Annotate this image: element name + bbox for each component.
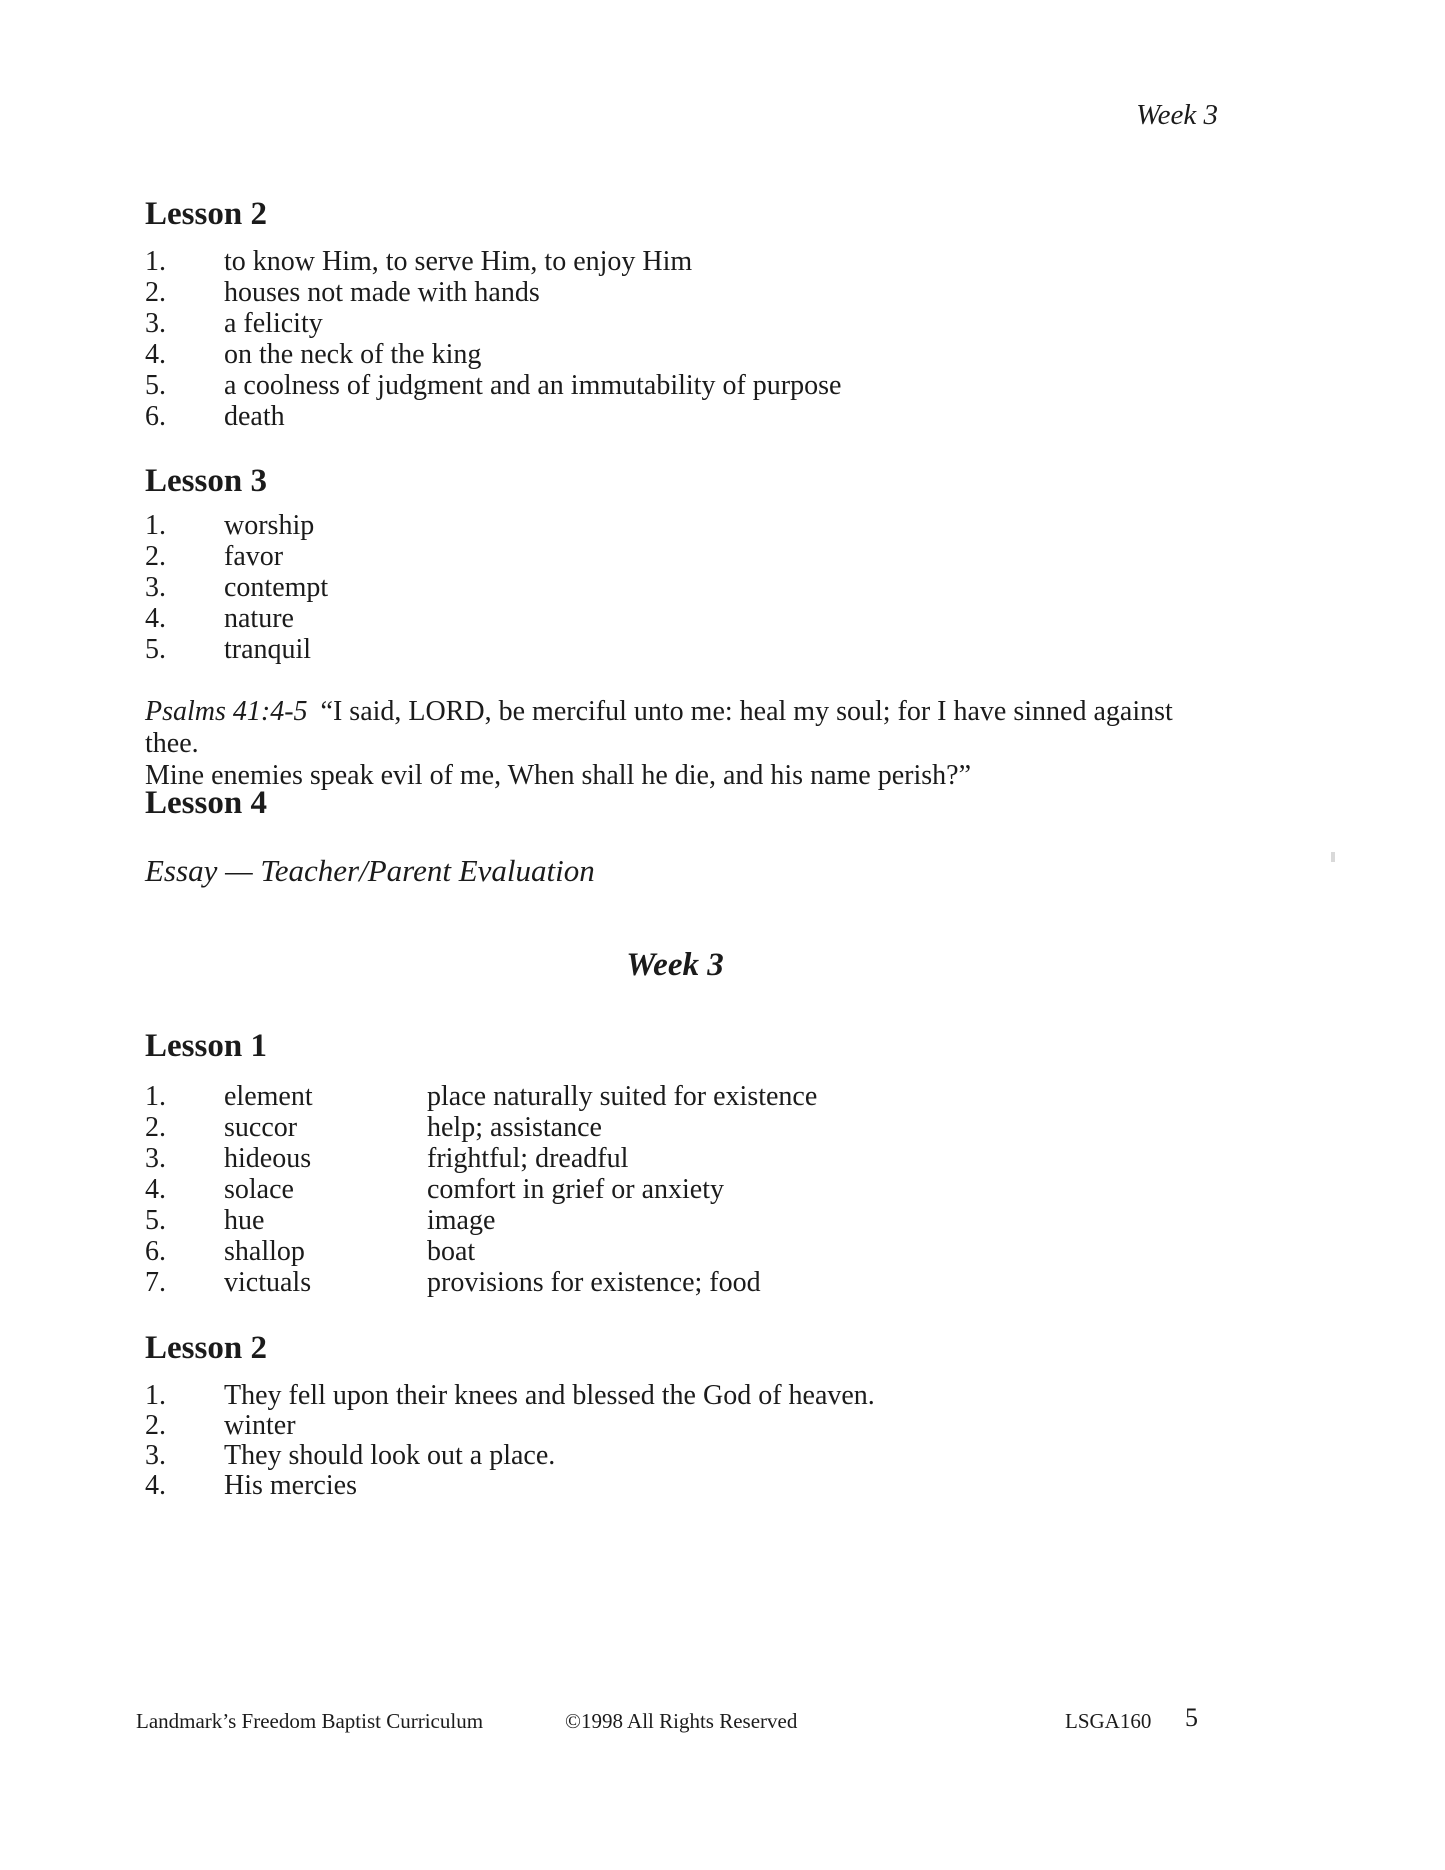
page-header-week-label: Week 3	[1136, 99, 1218, 131]
footer-product-code: LSGA160	[1065, 1709, 1152, 1733]
list-item	[145, 1441, 875, 1471]
item-number: 2.	[145, 277, 166, 308]
footer-publisher: Landmark’s Freedom Baptist Curriculum	[136, 1709, 484, 1733]
item-number: 3.	[145, 572, 166, 603]
list-item	[145, 572, 328, 603]
item-number: 4.	[145, 1470, 166, 1501]
list-item	[145, 246, 841, 277]
vocab-word: element	[224, 1081, 313, 1112]
item-number: 4.	[145, 1174, 166, 1205]
item-number: 2.	[145, 1410, 166, 1441]
essay-evaluation-note: Essay — Teacher/Parent Evaluation	[145, 853, 595, 888]
list-item	[145, 1471, 875, 1501]
lesson-2-week3-heading: Lesson 2	[145, 1330, 267, 1366]
list-item	[145, 541, 328, 572]
item-number: 2.	[145, 1112, 166, 1143]
vocab-definition: help; assistance	[427, 1112, 602, 1143]
lesson-1-vocabulary-list	[145, 1081, 817, 1298]
footer-copyright: ©1998 All Rights Reserved	[565, 1709, 798, 1733]
vocab-row	[145, 1236, 817, 1267]
vocab-row	[145, 1143, 817, 1174]
item-text: They fell upon their knees and blessed the God of heaven.	[224, 1380, 875, 1411]
item-number: 3.	[145, 1440, 166, 1471]
item-text: His mercies	[224, 1470, 357, 1501]
list-item	[145, 1381, 875, 1411]
lesson-4-heading: Lesson 4	[145, 785, 267, 821]
vocab-row	[145, 1174, 817, 1205]
list-item	[145, 603, 328, 634]
scripture-line-1	[145, 696, 1220, 760]
item-text: tranquil	[224, 634, 312, 665]
item-text: to know Him, to serve Him, to enjoy Him	[224, 246, 693, 277]
vocab-word: succor	[224, 1112, 298, 1143]
item-number: 5.	[145, 1205, 166, 1236]
item-number: 1.	[145, 510, 166, 541]
lesson-1-heading: Lesson 1	[145, 1028, 267, 1064]
vocab-row	[145, 1267, 817, 1298]
list-item	[145, 634, 328, 665]
vocab-word: hideous	[224, 1143, 312, 1174]
scripture-quote-line-2: Mine enemies speak evil of me, When shall he die, and his name perish?”	[145, 760, 971, 791]
item-number: 5.	[145, 370, 166, 401]
scan-artifact-mark	[1331, 852, 1335, 862]
vocab-row	[145, 1112, 817, 1143]
item-text: a felicity	[224, 308, 323, 339]
vocab-word: solace	[224, 1174, 294, 1205]
item-text: favor	[224, 541, 284, 572]
item-number: 5.	[145, 634, 166, 665]
vocab-word: hue	[224, 1205, 265, 1236]
item-text: They should look out a place.	[224, 1440, 556, 1471]
item-number: 7.	[145, 1267, 166, 1298]
item-text: death	[224, 401, 285, 432]
lesson-3-answer-list	[145, 510, 328, 665]
item-number: 4.	[145, 603, 166, 634]
item-text: winter	[224, 1410, 296, 1441]
lesson-2-week3-answer-list	[145, 1381, 875, 1501]
item-number: 3.	[145, 308, 166, 339]
list-item	[145, 339, 841, 370]
vocab-word: victuals	[224, 1267, 312, 1298]
list-item	[145, 510, 328, 541]
vocab-definition: boat	[427, 1236, 476, 1267]
item-text: nature	[224, 603, 294, 634]
lesson-2-heading: Lesson 2	[145, 196, 267, 232]
item-text: worship	[224, 510, 315, 541]
item-number: 3.	[145, 1143, 166, 1174]
vocab-definition: comfort in grief or anxiety	[427, 1174, 725, 1205]
vocab-row	[145, 1205, 817, 1236]
item-number: 6.	[145, 401, 166, 432]
list-item	[145, 370, 841, 401]
vocab-definition: frightful; dreadful	[427, 1143, 629, 1174]
item-number: 6.	[145, 1236, 166, 1267]
lesson-2-answer-list	[145, 246, 841, 432]
item-number: 2.	[145, 541, 166, 572]
lesson-3-heading: Lesson 3	[145, 463, 267, 499]
list-item	[145, 401, 841, 432]
vocab-definition: place naturally suited for existence	[427, 1081, 818, 1112]
item-text: contempt	[224, 572, 329, 603]
item-number: 1.	[145, 246, 166, 277]
item-number: 4.	[145, 339, 166, 370]
list-item	[145, 308, 841, 339]
vocab-row	[145, 1081, 817, 1112]
item-text: houses not made with hands	[224, 277, 540, 308]
item-number: 1.	[145, 1380, 166, 1411]
item-number: 1.	[145, 1081, 166, 1112]
vocab-word: shallop	[224, 1236, 305, 1267]
week-3-section-title: Week 3	[626, 947, 724, 983]
list-item	[145, 1411, 875, 1441]
item-text: on the neck of the king	[224, 339, 482, 370]
vocab-definition: image	[427, 1205, 496, 1236]
item-text: a coolness of judgment and an immutability of purpose	[224, 370, 842, 401]
scripture-passage	[145, 696, 1220, 792]
scripture-reference: Psalms 41:4-5	[145, 696, 308, 727]
footer-page-number: 5	[1185, 1703, 1198, 1732]
vocab-definition: provisions for existence; food	[427, 1267, 761, 1298]
list-item	[145, 277, 841, 308]
scripture-quote-line-1: “I said, LORD, be merciful unto me: heal my soul; for I have sinned against thee.	[145, 696, 1173, 759]
